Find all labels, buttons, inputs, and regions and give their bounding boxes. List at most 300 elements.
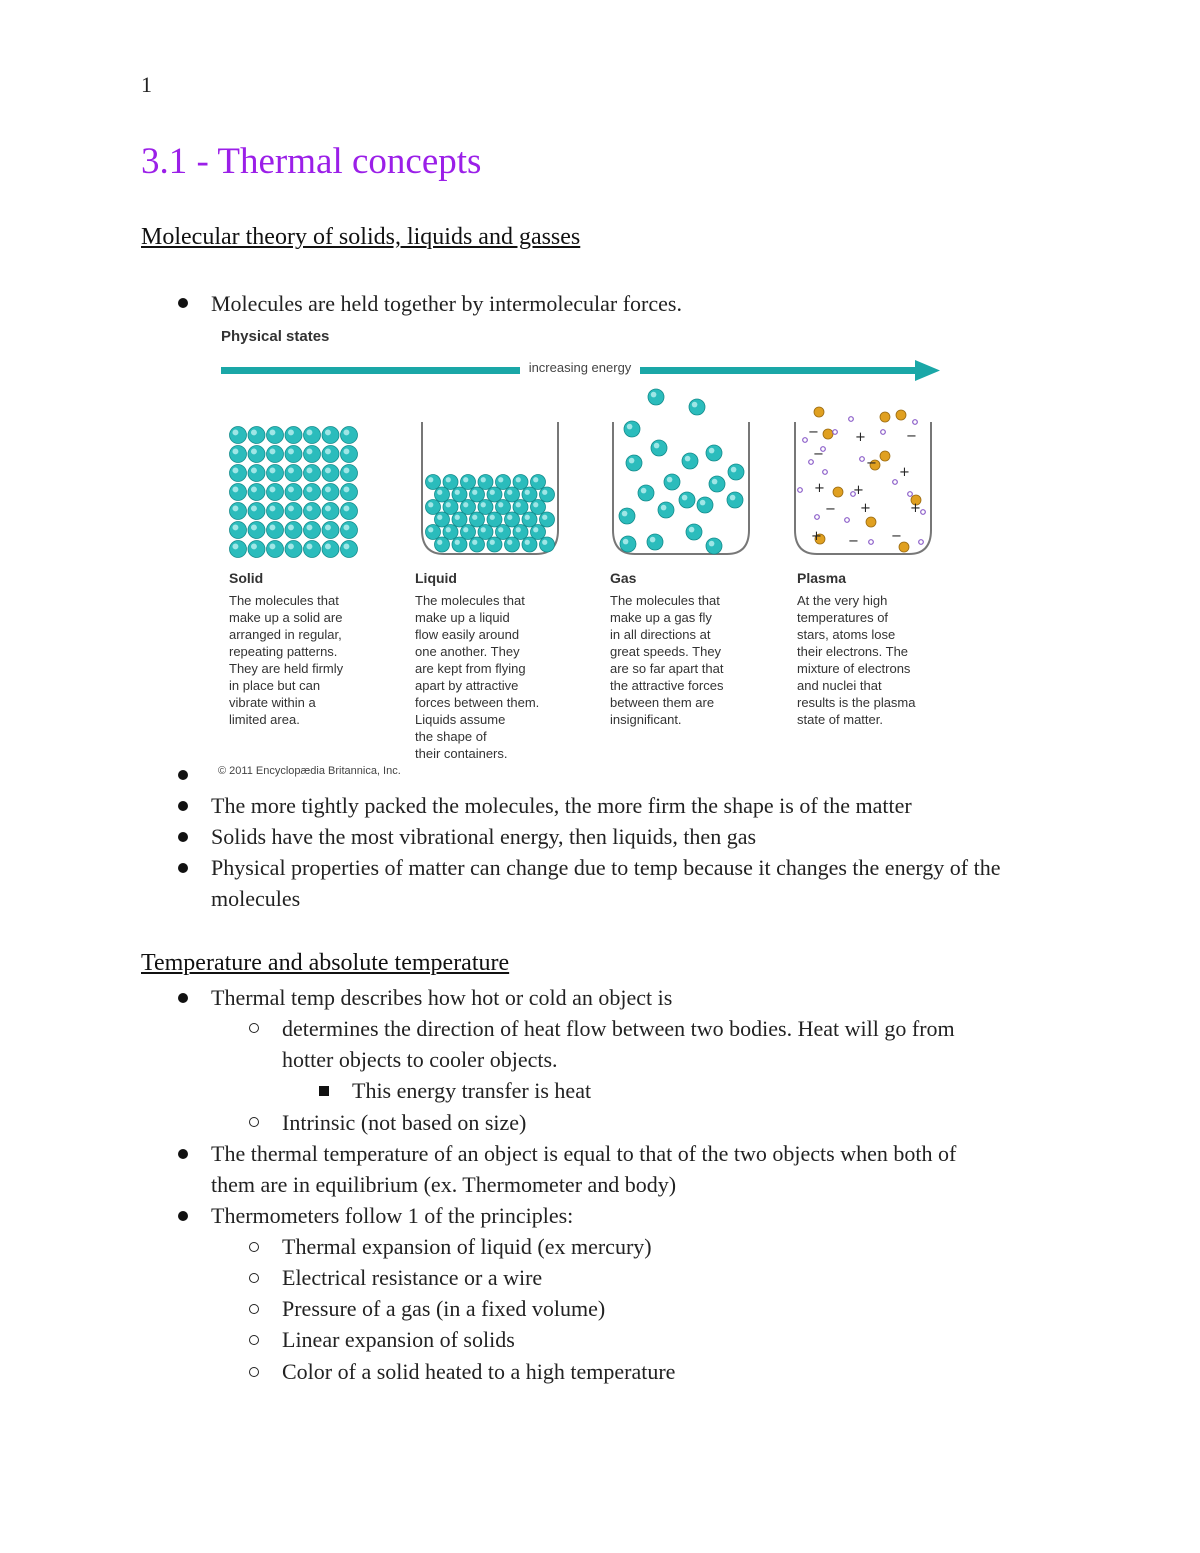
particle-highlight	[651, 392, 657, 398]
particle-highlight	[498, 477, 503, 482]
plasma-electron	[881, 430, 886, 435]
particle	[513, 500, 528, 515]
particle-highlight	[288, 448, 294, 454]
particle-highlight	[232, 429, 238, 435]
particle	[230, 427, 247, 444]
particle	[341, 503, 358, 520]
particle	[648, 389, 664, 405]
particle	[522, 537, 537, 552]
particle	[461, 475, 476, 490]
caption-plasma-heading: Plasma	[797, 570, 847, 586]
particle-highlight	[481, 527, 486, 532]
particle-highlight	[542, 515, 547, 520]
plasma-nucleus	[880, 451, 890, 461]
particle-highlight	[455, 515, 460, 520]
plasma-electron	[849, 417, 854, 422]
particle-highlight	[533, 527, 538, 532]
particle	[452, 537, 467, 552]
particle-highlight	[306, 467, 312, 473]
particle-highlight	[343, 429, 349, 435]
particle-highlight	[446, 477, 451, 482]
particle-highlight	[731, 467, 737, 473]
particle-highlight	[709, 541, 715, 547]
bullet-circle-icon	[249, 1335, 259, 1345]
particle	[664, 474, 680, 490]
particle-highlight	[507, 515, 512, 520]
particle	[322, 541, 339, 558]
plasma-electron	[919, 540, 924, 545]
particle	[322, 522, 339, 539]
particle-highlight	[428, 477, 433, 482]
caption-gas	[610, 570, 723, 728]
particle	[658, 502, 674, 518]
particle-highlight	[343, 524, 349, 530]
particle-highlight	[481, 502, 486, 507]
particle	[304, 465, 321, 482]
particle-highlight	[481, 477, 486, 482]
list-item: Thermometers follow 1 of the principles:	[211, 1203, 574, 1228]
arrow-label: increasing energy	[520, 360, 640, 375]
particle	[461, 500, 476, 515]
particle-highlight	[343, 486, 349, 492]
bullet-dot-icon	[178, 1211, 188, 1221]
figure-title: Physical states	[221, 328, 330, 345]
list-item: Pressure of a gas (in a fixed volume)	[282, 1296, 606, 1321]
particle-highlight	[325, 543, 331, 549]
particle	[443, 500, 458, 515]
particle-highlight	[542, 540, 547, 545]
particle-highlight	[232, 524, 238, 530]
particle	[285, 465, 302, 482]
particle	[267, 446, 284, 463]
plasma-nucleus	[833, 487, 843, 497]
particle-highlight	[463, 477, 468, 482]
particle	[435, 512, 450, 527]
particle	[322, 446, 339, 463]
list-item-continuation: hotter objects to cooler objects.	[282, 1047, 558, 1072]
particle	[540, 512, 555, 527]
charge-sign: −	[825, 502, 836, 517]
plasma-electron	[833, 430, 838, 435]
particle-highlight	[516, 527, 521, 532]
particle	[727, 492, 743, 508]
particle	[322, 427, 339, 444]
particle	[267, 465, 284, 482]
particle	[230, 541, 247, 558]
plasma-electron	[893, 480, 898, 485]
plasma-nucleus	[896, 410, 906, 420]
bullet-circle-icon	[249, 1023, 259, 1033]
particle-highlight	[516, 502, 521, 507]
particle	[470, 487, 485, 502]
particle-highlight	[730, 495, 736, 501]
particle	[322, 465, 339, 482]
particle	[435, 537, 450, 552]
bullet-circle-icon	[249, 1117, 259, 1127]
particle-highlight	[269, 429, 275, 435]
particle	[304, 503, 321, 520]
particle	[487, 537, 502, 552]
particle-highlight	[661, 505, 667, 511]
particle-highlight	[654, 443, 660, 449]
page-title: 3.1 - Thermal concepts	[141, 141, 482, 182]
particle	[443, 525, 458, 540]
caption-plasma	[797, 570, 916, 728]
list-item: Molecules are held together by intermolecular forces.	[211, 291, 682, 316]
list-item: determines the direction of heat flow between two bodies. Heat will go from	[282, 1016, 955, 1041]
particle	[478, 475, 493, 490]
particle	[426, 525, 441, 540]
particle-highlight	[641, 488, 647, 494]
particle-highlight	[325, 505, 331, 511]
particle-highlight	[463, 502, 468, 507]
particle	[304, 484, 321, 501]
particle	[540, 487, 555, 502]
particle-highlight	[251, 543, 257, 549]
particle-highlight	[682, 495, 688, 501]
list-item: Linear expansion of solids	[282, 1327, 515, 1352]
particle	[522, 487, 537, 502]
particle	[304, 427, 321, 444]
particle	[443, 475, 458, 490]
particle-highlight	[490, 540, 495, 545]
particle	[461, 525, 476, 540]
particle-highlight	[343, 448, 349, 454]
particle	[470, 537, 485, 552]
charge-sign: −	[808, 425, 819, 440]
plasma-electron	[803, 438, 808, 443]
particle-highlight	[269, 467, 275, 473]
plasma-nucleus	[880, 412, 890, 422]
particle	[285, 522, 302, 539]
particle-highlight	[650, 537, 656, 543]
caption-liquid-text: The molecules that make up a liquid flow easily around one another. They are kept from flying apart by attractive forces between them. Liquids assume the shape of their containers.	[415, 593, 540, 761]
bullet-dot-icon	[178, 832, 188, 842]
particle	[487, 487, 502, 502]
plasma-electron	[815, 515, 820, 520]
list-item: The more tightly packed the molecules, the more firm the shape is of the matter	[211, 793, 912, 818]
charge-sign: +	[899, 465, 910, 480]
particle	[248, 446, 265, 463]
particle	[624, 421, 640, 437]
particle-highlight	[455, 540, 460, 545]
particle-highlight	[472, 490, 477, 495]
particle	[341, 446, 358, 463]
particle-highlight	[623, 539, 629, 545]
particle-highlight	[700, 500, 706, 506]
particle	[697, 497, 713, 513]
charge-sign: −	[813, 447, 824, 462]
particle	[341, 522, 358, 539]
particle-highlight	[232, 467, 238, 473]
particle	[426, 500, 441, 515]
particle	[285, 484, 302, 501]
particle	[478, 525, 493, 540]
particle	[230, 446, 247, 463]
particle-highlight	[472, 540, 477, 545]
figure-copyright: © 2011 Encyclopædia Britannica, Inc.	[218, 765, 401, 777]
bullet-circle-icon	[249, 1367, 259, 1377]
particle-highlight	[232, 543, 238, 549]
plasma-nucleus	[866, 517, 876, 527]
particle	[248, 522, 265, 539]
particle	[248, 541, 265, 558]
particle	[341, 541, 358, 558]
particle-highlight	[446, 527, 451, 532]
particle-highlight	[455, 490, 460, 495]
plasma-electron	[845, 518, 850, 523]
particle-highlight	[232, 505, 238, 511]
particle	[682, 453, 698, 469]
particle	[496, 525, 511, 540]
particle	[322, 484, 339, 501]
list-item-continuation: them are in equilibrium (ex. Thermometer and body)	[211, 1172, 677, 1197]
plasma-electron	[908, 492, 913, 497]
particle-highlight	[288, 543, 294, 549]
bullet-circle-icon	[249, 1304, 259, 1314]
plasma-nucleus	[814, 407, 824, 417]
particle	[496, 500, 511, 515]
physical-states-figure	[215, 322, 950, 782]
particle-highlight	[288, 505, 294, 511]
particle-highlight	[689, 527, 695, 533]
particle-highlight	[525, 540, 530, 545]
particle-highlight	[343, 467, 349, 473]
list-item: Color of a solid heated to a high temperature	[282, 1359, 676, 1384]
list-item: This energy transfer is heat	[352, 1078, 592, 1103]
particle	[513, 525, 528, 540]
particle-highlight	[533, 477, 538, 482]
caption-liquid	[415, 570, 539, 762]
particle-highlight	[428, 527, 433, 532]
particle-highlight	[269, 448, 275, 454]
particle	[686, 524, 702, 540]
particle-highlight	[325, 448, 331, 454]
particle	[505, 487, 520, 502]
particle	[522, 512, 537, 527]
particle	[452, 512, 467, 527]
charge-sign: +	[853, 483, 864, 498]
particle-highlight	[709, 448, 715, 454]
particle-highlight	[507, 540, 512, 545]
plasma-nucleus	[823, 429, 833, 439]
bullet-circle-icon	[249, 1273, 259, 1283]
particle-highlight	[288, 486, 294, 492]
particle-highlight	[525, 490, 530, 495]
particle	[709, 476, 725, 492]
particle	[285, 427, 302, 444]
particle	[304, 446, 321, 463]
charge-sign: +	[910, 501, 921, 516]
particle	[285, 503, 302, 520]
particle-highlight	[325, 429, 331, 435]
bullet-dot-icon	[178, 1149, 188, 1159]
particle	[626, 455, 642, 471]
particle-highlight	[251, 524, 257, 530]
particle	[679, 492, 695, 508]
particle-highlight	[251, 429, 257, 435]
charge-sign: −	[891, 529, 902, 544]
particle-highlight	[472, 515, 477, 520]
section-heading-temperature: Temperature and absolute temperature	[141, 950, 510, 976]
particle-highlight	[498, 527, 503, 532]
charge-sign: −	[906, 429, 917, 444]
particle	[706, 538, 722, 554]
particle	[513, 475, 528, 490]
particle-highlight	[507, 490, 512, 495]
particle-highlight	[288, 467, 294, 473]
plasma-electron	[798, 488, 803, 493]
particle-highlight	[685, 456, 691, 462]
particle-highlight	[232, 486, 238, 492]
plasma-electron	[921, 510, 926, 515]
particle-highlight	[667, 477, 673, 483]
gas-beaker	[613, 389, 749, 554]
particle-highlight	[525, 515, 530, 520]
particle	[487, 512, 502, 527]
beaker-outline	[613, 422, 749, 554]
particle	[248, 484, 265, 501]
particle-highlight	[428, 502, 433, 507]
charge-sign: +	[860, 501, 871, 516]
particle	[267, 541, 284, 558]
particle-highlight	[325, 486, 331, 492]
particle	[531, 525, 546, 540]
caption-solid	[229, 570, 343, 728]
particle	[230, 522, 247, 539]
particle	[267, 484, 284, 501]
particle	[728, 464, 744, 480]
list-item: Physical properties of matter can change due to temp because it changes the energy of the	[211, 855, 1001, 880]
particle-highlight	[232, 448, 238, 454]
particle-highlight	[325, 467, 331, 473]
list-item: Electrical resistance or a wire	[282, 1265, 543, 1290]
particle-highlight	[325, 524, 331, 530]
particle-highlight	[629, 458, 635, 464]
caption-solid-heading: Solid	[229, 570, 264, 586]
particle	[531, 475, 546, 490]
particle	[304, 541, 321, 558]
particle	[341, 427, 358, 444]
particle-highlight	[251, 505, 257, 511]
particle-highlight	[490, 490, 495, 495]
bullet-dot-icon	[178, 993, 188, 1003]
particle	[248, 465, 265, 482]
particle-highlight	[306, 448, 312, 454]
particle-highlight	[306, 429, 312, 435]
particle-highlight	[516, 477, 521, 482]
particle	[285, 541, 302, 558]
particle	[285, 446, 302, 463]
particle	[230, 484, 247, 501]
particle-highlight	[306, 543, 312, 549]
particle	[638, 485, 654, 501]
particle	[267, 503, 284, 520]
list-item-continuation: molecules	[211, 886, 301, 911]
charge-sign: +	[814, 481, 825, 496]
particle-highlight	[490, 515, 495, 520]
particle-highlight	[533, 502, 538, 507]
particle-highlight	[288, 429, 294, 435]
charge-sign: −	[866, 456, 877, 471]
bullet-dot-icon	[178, 298, 188, 308]
particle	[267, 427, 284, 444]
plasma-electron	[913, 420, 918, 425]
particle-highlight	[627, 424, 633, 430]
particle-highlight	[251, 486, 257, 492]
particle-highlight	[251, 467, 257, 473]
plasma-electron	[860, 457, 865, 462]
particle	[230, 465, 247, 482]
bullet-dot-icon	[178, 863, 188, 873]
particle	[689, 399, 705, 415]
particle-highlight	[542, 490, 547, 495]
list-item: Thermal temp describes how hot or cold an object is	[211, 985, 673, 1010]
particle-highlight	[692, 402, 698, 408]
particle-highlight	[269, 486, 275, 492]
charge-sign: +	[811, 529, 822, 544]
list-item: Solids have the most vibrational energy, then liquids, then gas	[211, 824, 757, 849]
caption-plasma-text: At the very high temperatures of stars, atoms lose their electrons. The mixture of electrons and nuclei that results is the plasma state of matter.	[797, 593, 916, 727]
charge-sign: +	[855, 430, 866, 445]
particle	[496, 475, 511, 490]
particle-highlight	[446, 502, 451, 507]
particle-highlight	[343, 543, 349, 549]
particle	[435, 487, 450, 502]
arrow-head	[915, 360, 940, 381]
caption-gas-heading: Gas	[610, 570, 637, 586]
caption-solid-text: The molecules that make up a solid are arranged in regular, repeating patterns. They are held firmly in place but can vibrate within a limited area.	[229, 593, 344, 727]
section-heading-molecular-theory: Molecular theory of solids, liquids and gasses	[141, 224, 581, 250]
particle-highlight	[498, 502, 503, 507]
particle	[426, 475, 441, 490]
particle	[341, 484, 358, 501]
particle	[230, 503, 247, 520]
particle	[248, 503, 265, 520]
plasma-electron	[869, 540, 874, 545]
bullet-square-icon	[319, 1086, 329, 1096]
caption-gas-text: The molecules that make up a gas fly in all directions at great speeds. They are so far apart that the attractive forces between them are insignificant.	[610, 593, 724, 727]
particle-highlight	[269, 505, 275, 511]
particle-highlight	[712, 479, 718, 485]
particle-highlight	[306, 505, 312, 511]
particle-highlight	[251, 448, 257, 454]
plasma-electron	[823, 470, 828, 475]
particle	[322, 503, 339, 520]
particle-highlight	[437, 515, 442, 520]
particle-highlight	[622, 511, 628, 517]
particle	[267, 522, 284, 539]
page-number: 1	[141, 72, 152, 97]
particle	[304, 522, 321, 539]
bullet-circle-icon	[249, 1242, 259, 1252]
particle-highlight	[306, 486, 312, 492]
bullet-dot-icon	[178, 770, 188, 780]
caption-liquid-heading: Liquid	[415, 570, 457, 586]
plasma-beaker	[795, 407, 931, 554]
particle	[505, 537, 520, 552]
particle	[470, 512, 485, 527]
particle	[531, 500, 546, 515]
particle-highlight	[269, 543, 275, 549]
particle	[452, 487, 467, 502]
list-item: The thermal temperature of an object is equal to that of the two objects when both of	[211, 1141, 957, 1166]
solid-particles	[230, 427, 358, 558]
particle-highlight	[437, 490, 442, 495]
charge-sign: −	[848, 534, 859, 549]
particle-highlight	[306, 524, 312, 530]
particle	[619, 508, 635, 524]
